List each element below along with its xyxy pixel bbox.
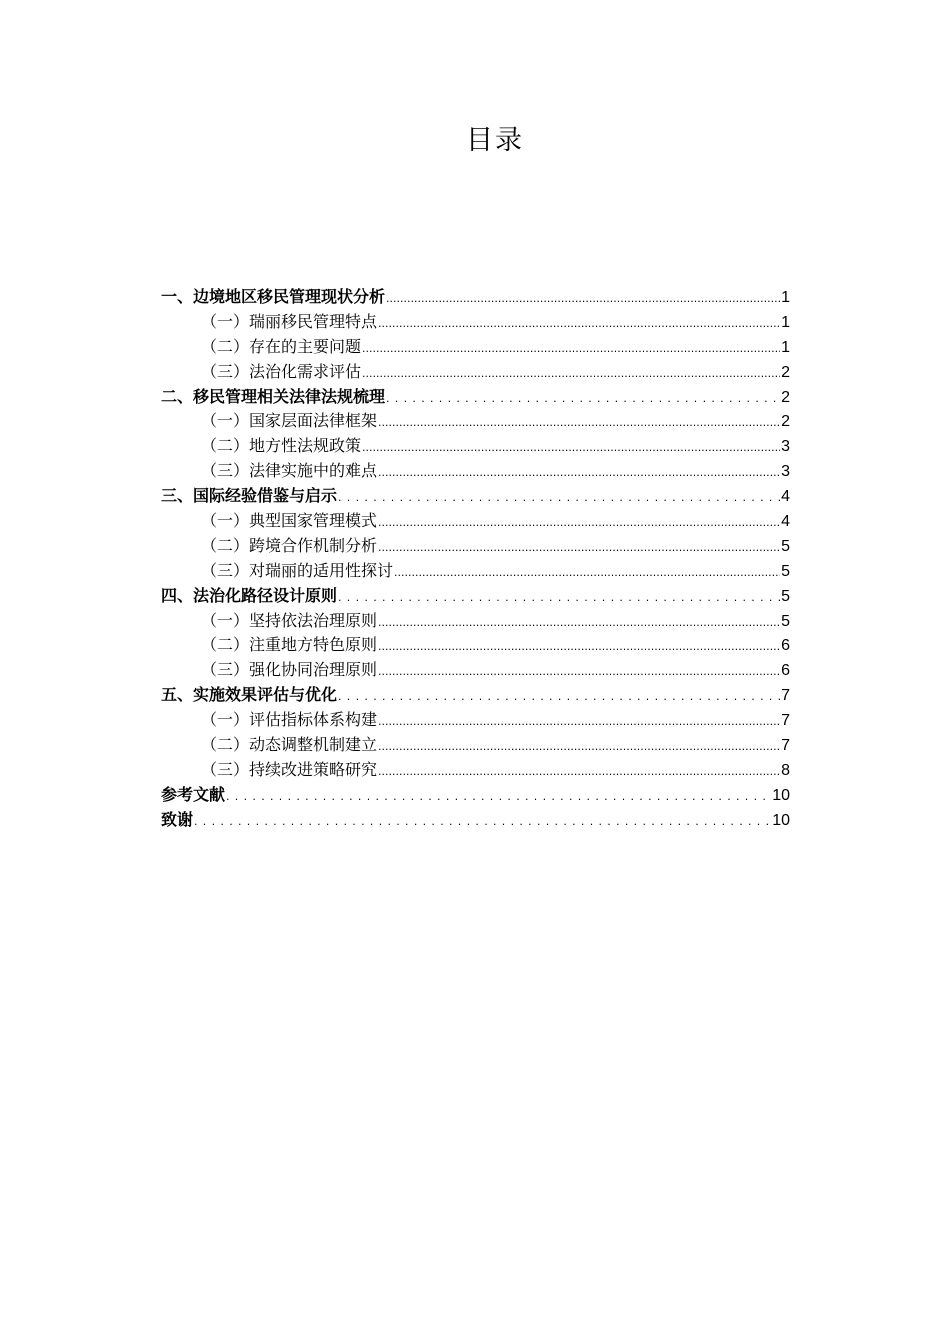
toc-entry-label: （二）动态调整机制建立 [201,735,378,755]
toc-page-number: 5 [781,612,790,630]
toc-section-entry[interactable] [161,758,790,783]
toc-entry-label: （二）地方性法规政策 [201,436,362,456]
toc-page-number: 1 [781,313,790,331]
toc-page-number: 7 [781,737,790,755]
toc-page-number: 5 [781,562,790,580]
toc-entry-label: （一）坚持依法治理原则 [201,610,378,630]
toc-section-entry[interactable] [161,559,790,584]
toc-section-entry[interactable] [161,310,790,335]
toc-section-entry[interactable] [161,708,790,733]
toc-entry-label: （三）法律实施中的难点 [201,461,378,481]
toc-chapter-entry[interactable] [161,285,790,310]
toc-entry-label: （三）持续改进策略研究 [201,759,378,779]
toc-dot-leader [386,385,780,412]
toc-page-number: 2 [781,363,790,381]
toc-page-number: 3 [781,438,790,456]
toc-entry-label: 三、国际经验借鉴与启示 [161,486,338,506]
toc-page-number: 4 [781,488,790,506]
toc-chapter-entry[interactable] [161,584,790,609]
toc-dot-leader [378,459,780,486]
toc-page-number: 5 [781,587,790,605]
toc-dot-leader [378,758,780,785]
toc-chapter-entry[interactable] [161,484,790,509]
toc-dot-leader [378,509,780,536]
toc-section-entry[interactable] [161,335,790,360]
toc-entry-label: 四、法治化路径设计原则 [161,585,338,605]
toc-section-entry[interactable] [161,459,790,484]
toc-dot-leader [378,733,780,760]
table-of-contents [161,285,790,833]
toc-dot-leader [378,310,780,337]
toc-dot-leader [378,409,780,436]
toc-dot-leader [378,633,780,660]
toc-entry-label: （二）存在的主要问题 [201,336,362,356]
toc-section-entry[interactable] [161,360,790,385]
toc-page-number: 6 [781,662,790,680]
toc-page-number: 10 [772,811,790,829]
toc-chapter-entry[interactable] [161,808,790,833]
toc-page-number: 10 [772,786,790,804]
toc-section-entry[interactable] [161,534,790,559]
toc-page-number: 1 [781,289,790,306]
toc-page-number: 7 [781,687,790,705]
toc-chapter-entry[interactable] [161,683,790,708]
page-title: 目录 [466,125,524,156]
toc-dot-leader [338,484,780,511]
toc-dot-leader [378,609,780,636]
toc-dot-leader [362,335,780,362]
toc-dot-leader [338,683,780,710]
toc-entry-label: （一）国家层面法律框架 [201,411,378,431]
toc-entry-label: （一）瑞丽移民管理特点 [201,311,378,331]
toc-entry-label: （三）法治化需求评估 [201,361,362,381]
toc-page-number: 1 [781,338,790,356]
toc-page-number: 3 [781,463,790,481]
toc-dot-leader [394,559,780,586]
toc-entry-label: （二）注重地方特色原则 [201,635,378,655]
toc-dot-leader [378,658,780,685]
toc-entry-label: （三）强化协同治理原则 [201,660,378,680]
toc-section-entry[interactable] [161,733,790,758]
toc-entry-label: 一、边境地区移民管理现状分析 [161,287,386,306]
toc-entry-label: （一）评估指标体系构建 [201,710,378,730]
toc-section-entry[interactable] [161,658,790,683]
toc-chapter-entry[interactable] [161,385,790,410]
toc-entry-label: 参考文献 [161,784,226,804]
toc-dot-leader [226,783,771,810]
toc-entry-label: （一）典型国家管理模式 [201,511,378,531]
toc-page-number: 2 [781,388,790,406]
toc-page-number: 5 [781,537,790,555]
toc-dot-leader [386,285,780,312]
toc-dot-leader [378,534,780,561]
toc-chapter-entry[interactable] [161,783,790,808]
toc-page-number: 8 [781,761,790,779]
toc-section-entry[interactable] [161,409,790,434]
toc-dot-leader [362,434,780,461]
toc-dot-leader [378,708,780,735]
toc-page-number: 6 [781,637,790,655]
toc-section-entry[interactable] [161,509,790,534]
toc-page-number: 7 [781,712,790,730]
toc-entry-label: 致谢 [161,809,194,829]
toc-page-number: 2 [781,413,790,431]
toc-dot-leader [338,584,780,611]
toc-dot-leader [362,360,780,387]
toc-section-entry[interactable] [161,434,790,459]
toc-entry-label: 二、移民管理相关法律法规梳理 [161,386,386,406]
toc-section-entry[interactable] [161,633,790,658]
toc-entry-label: 五、实施效果评估与优化 [161,685,338,705]
toc-dot-leader [194,808,771,835]
toc-page-number: 4 [781,513,790,531]
toc-entry-label: （三）对瑞丽的适用性探讨 [201,560,394,580]
toc-entry-label: （二）跨境合作机制分析 [201,535,378,555]
toc-section-entry[interactable] [161,609,790,634]
